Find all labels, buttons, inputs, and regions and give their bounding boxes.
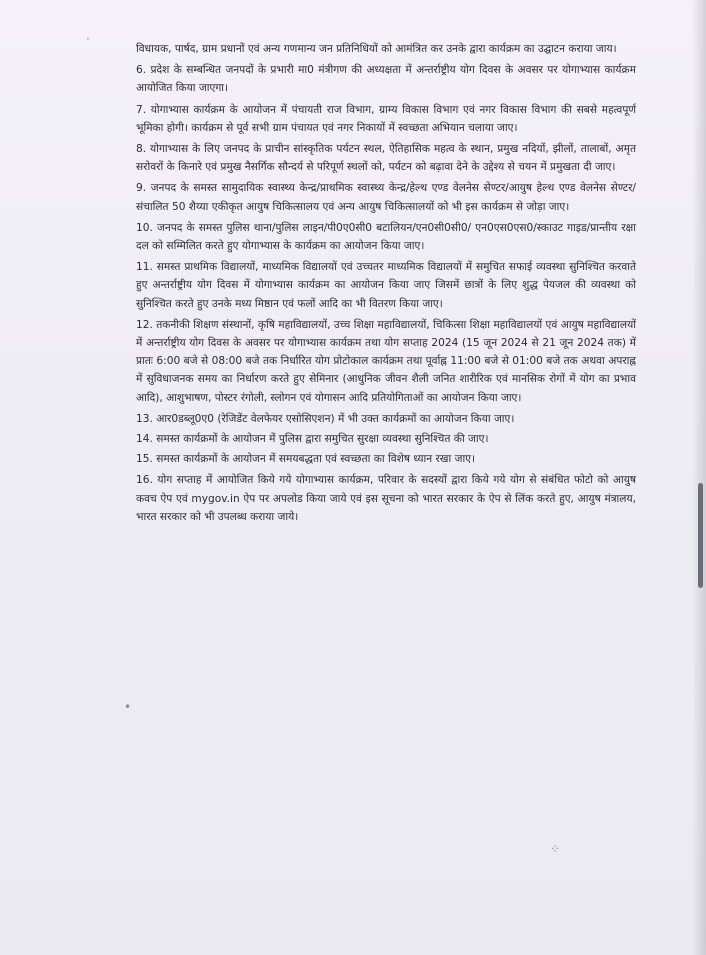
page-edge-shadow (692, 0, 706, 955)
scrollbar-thumb[interactable] (698, 483, 703, 588)
scan-artifact-mark: ⁘ (550, 842, 561, 856)
paragraph-10: 10. जनपद के समस्त पुलिस थाना/पुलिस लाइन/पी0ए0सी0 बटालियन/एन0सी0सी0/ एन0एस0एस0/स्काउट गाइड/प्रान्तीय रक्षा दल को सम्मिलित करते हुए योगाभ्यास के कार्यक्रम का आयोजन किया जाए। (136, 221, 636, 253)
paragraph-6: 6. प्रदेश के सम्बन्धित जनपदों के प्रभारी मा0 मंत्रीगण की अध्यक्षता में अन्तर्राष्ट्रीय योग दिवस के अवसर पर योगाभ्यास कार्यक्रम आयोजित किया जाएगा। (136, 64, 636, 95)
paragraph-7: 7. योगाभ्यास कार्यक्रम के आयोजन में पंचायती राज विभाग, ग्राम्य विकास विभाग एवं नगर विकास विभाग की सबसे महत्वपूर्ण भूमिका होगी। कार्यक्रम से पूर्व सभी ग्राम पंचायत एवं नगर निकायों में स्वच्छता अभियान चलाया जाए। (136, 103, 636, 134)
paragraph-16: 16. योग सप्ताह में आयोजित किये गये योगाभ्यास कार्यक्रम, परिवार के सदस्यों द्वारा किये गये योग से संबंधित फोटो को आयुष कवच ऐप एवं mygov.in ऐप पर अपलोड किया जाये एवं इस सूचना को भारत सरकार के ऐप से लिंक करते हुए, आयुष मंत्रालय, भारत सरकार को भी उपलब्ध कराया जाये। (136, 474, 636, 523)
paragraph-13: 13. आर0डब्लू0ए0 (रेजिडेंट वेलफेयर एसोसिएशन) में भी उक्त कार्यक्रमों का आयोजन किया जाए। (136, 412, 515, 425)
scan-artifact-mark: • (124, 700, 132, 714)
paragraph-9: 9. जनपद के समस्त सामुदायिक स्वास्थ्य केन्द्र/प्राथमिक स्वास्थ्य केन्द्र/हेल्थ एण्ड वेलनेस सेण्टर/आयुष हेल्थ एण्ड वेलनेस सेण्टर/संचालित 50 शैय्या एकीकृत आयुष चिकित्सालय एवं अन्य आयुष चिकित्सालयों को भी इस कार्यक्रम से जोड़ा जाए। (136, 182, 636, 213)
paragraph-11: 11. समस्त प्राथमिक विद्यालयों, माध्यमिक विद्यालयों एवं उच्चतर माध्यमिक विद्यालयों में समुचित सफाई व्यवस्था सुनिश्चित करवाते हुए अन्तर्राष्ट्रीय योग दिवस में योगाभ्यास कार्यक्रम का आयोजन किया जाए जिसमें छात्रों के लिए शुद्ध पेयजल की व्यवस्था को सुनिश्चित करते हुए उनके मध्य मिष्ठान एवं फलों आदि का भी वितरण किया जाए। (136, 261, 636, 310)
paragraph-8: 8. योगाभ्यास के लिए जनपद के प्राचीन सांस्कृतिक पर्यटन स्थल, ऐतिहासिक महत्व के स्थान, प्रमुख नदियों, झीलों, तालाबों, अमृत सरोवरों के किनारे एवं प्रमुख नैसर्गिक सौन्दर्य से परिपूर्ण स्थलों को, पर्यटन को बढ़ावा देने के उद्देश्य से चयन में प्रमुखता दी जाए। (136, 143, 636, 174)
paragraph-12: 12. तकनीकी शिक्षण संस्थानों, कृषि महाविद्यालयों, उच्च शिक्षा महाविद्यालयों, चिकित्सा शिक्षा महाविद्यालयों एवं आयुष महाविद्यालयों में अन्तर्राष्ट्रीय योग दिवस के अवसर पर योगाभ्यास कार्यक्रम तथा योग सप्ताह 2024 (15 जून 2024 से 21 जून 2024 तक) में प्रातः 6:00 बजे से 08:00 बजे तक निर्धारित योग प्रोटोकाल कार्यक्रम तथा पूर्वाह्न 11:00 बजे से 01:00 बजे तक अथवा अपराह्न में सुविधाजनक समय का निर्धारण करते हुए सेमिनार (आधुनिक जीवन शैली जनित शारीरिक एवं मानसिक रोगों में योग का प्रभाव आदि), आशुभाषण, पोस्टर रंगोली, स्लोगन एवं योगासन आदि प्रतियोगिताओं का आयोजन किया जाए। (136, 318, 636, 404)
paragraph-15: 15. समस्त कार्यक्रमों के आयोजन में समयबद्धता एवं स्वच्छता का विशेष ध्यान रखा जाए। (136, 453, 476, 466)
scan-artifact-mark: · (86, 32, 90, 46)
paragraph-intro: विधायक, पार्षद, ग्राम प्रधानों एवं अन्य गणमान्य जन प्रतिनिधियों को आमंत्रित कर उनके द्वारा कार्यक्रम का उद्घाटन कराया जाय। (136, 43, 617, 55)
paragraph-14: 14. समस्त कार्यक्रमों के आयोजन में पुलिस द्वारा समुचित सुरक्षा व्यवस्था सुनिश्चित की जाए। (136, 433, 489, 446)
document-body (136, 40, 636, 528)
